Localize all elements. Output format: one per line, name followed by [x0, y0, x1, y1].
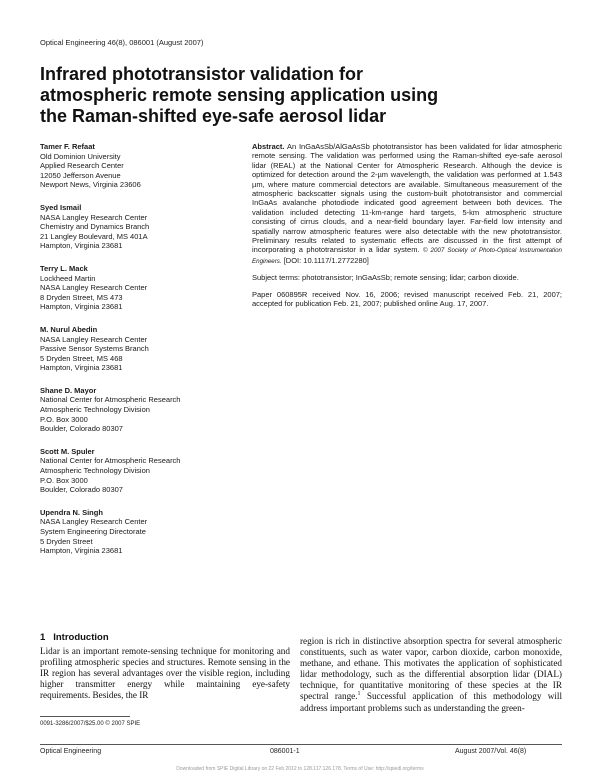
section-number: 1 [40, 632, 46, 643]
author-affiliation-line: Chemistry and Dynamics Branch [40, 222, 150, 232]
section-heading [40, 632, 109, 643]
subject-terms: Subject terms: phototransistor; InGaAsSb; remote sensing; lidar; carbon dioxide. [252, 273, 519, 283]
author-block [40, 203, 245, 251]
intro-right-text-a: region is rich in distinctive absorption spectra for several atmospheric constituents, such as water vapor, carbon dioxide, carbon monoxide, methane, and ethane. This motivates the application of sophisticated lidar methodology, such as the differential absorption lidar (DIAL) technique, for quantitative monitoring of these species at the IR spectral range. [300, 636, 562, 702]
footnote: 0091-3286/2007/$25.00 © 2007 SPIE [40, 721, 141, 727]
abstract-column [252, 142, 562, 316]
author-affiliation-line: NASA Langley Research Center [40, 517, 148, 527]
author-affiliation-line: Boulder, Colorado 80307 [40, 424, 123, 434]
abstract [252, 142, 562, 266]
author-affiliation-line: Hampton, Virginia 23681 [40, 546, 123, 556]
author-affiliation-line: 8 Dryden Street, MS 473 [40, 292, 123, 302]
author-affiliation-line: Atmospheric Technology Division [40, 466, 150, 476]
author-affiliation-line: Atmospheric Technology Division [40, 405, 150, 415]
reference-marker: 1 [357, 691, 361, 698]
author-block [40, 264, 245, 312]
download-note: Downloaded from SPIE Digital Library on 22 Feb 2012 to 128.117.126.178. Terms of Use: http://spiedl.org/terms [176, 766, 424, 772]
author-affiliation-line: NASA Langley Research Center [40, 283, 148, 293]
journal-header: Optical Engineering 46(8), 086001 (August 2007) [40, 38, 204, 47]
author-name: Scott M. Spuler [40, 446, 95, 456]
author-affiliation-line: NASA Langley Research Center [40, 212, 148, 222]
abstract-text: An InGaAsSb/AlGaAsSb phototransistor has been validated for lidar atmospheric remote sensing. The validation was performed using the Raman-shifted eye-safe aerosol lidar (REAL) at the National Center for Atmospheric Research. Although the device is optimized for detection around the 2-µm wavelength, the validation was performed at 1.543 µm, where mature commercial detectors are available. Simultaneous measurement of the atmospheric backscatter signals using the custom-built phototransistor and commercial InGaAs avalanche photodiode indicated good agreement between both devices. The validation included detecting 11-km-range hard targets, 5-km atmospheric structure consisting of cirrus clouds, and a near-field boundary layer. Far-field low intensity and spatially narrow atmospheric features were also detectable with the new phototransistor. Preliminary results related to systematic effects are discussed in the first attempt of incorporating a phototransistor in a lidar system. [252, 142, 562, 255]
author-affiliation-line: National Center for Atmospheric Research [40, 395, 181, 405]
author-affiliation-line: Newport News, Virginia 23606 [40, 180, 141, 190]
author-name: Tamer F. Refaat [40, 142, 95, 151]
title-line-1: Infrared phototransistor validation for [40, 64, 364, 84]
author-affiliation-line: Passive Sensor Systems Branch [40, 344, 149, 354]
author-name: Syed Ismail [40, 202, 82, 212]
section-title: Introduction [53, 632, 109, 643]
author-affiliation-line: P.O. Box 3000 [40, 414, 88, 424]
footer-journal: Optical Engineering [40, 748, 102, 755]
intro-right-column [300, 636, 562, 714]
paper-history: Paper 060895R received Nov. 16, 2006; revised manuscript received Feb. 21, 2007; accepted for publication Feb. 21, 2007; published online Aug. 17, 2007. [252, 289, 562, 309]
author-block [40, 508, 245, 556]
author-affiliation-line: Hampton, Virginia 23681 [40, 363, 123, 373]
author-affiliation-line: System Engineering Directorate [40, 527, 146, 536]
author-affiliation-line: Boulder, Colorado 80307 [40, 485, 123, 495]
author-affiliation-line: Old Dominion University [40, 151, 121, 161]
author-affiliation-line: Hampton, Virginia 23681 [40, 302, 123, 312]
author-affiliation-line: 5 Dryden Street [40, 536, 93, 546]
intro-right-text-b: Successful application of this methodology will address important problems such as understanding the green- [300, 691, 562, 713]
footer-page-number: 086001-1 [270, 748, 300, 755]
author-name: Upendra N. Singh [40, 507, 103, 517]
author-affiliation-line: Applied Research Center [40, 161, 124, 171]
abstract-label: Abstract. [252, 142, 285, 151]
author-block [40, 386, 245, 434]
author-list [40, 142, 245, 569]
author-block [40, 142, 245, 190]
author-affiliation-line: NASA Langley Research Center [40, 334, 148, 344]
author-affiliation-line: 12050 Jefferson Avenue [40, 170, 121, 180]
intro-left-column: Lidar is an important remote-sensing technique for monitoring and profiling atmospheric species and structures. Remote sensing in the IR region has several advantages over the visible region, including higher transmitter energy while maintaining eye-safety requirements. Besides, the IR [40, 646, 290, 701]
author-affiliation-line: 21 Langley Boulevard, MS 401A [40, 231, 148, 241]
author-name: M. Nurul Abedin [40, 324, 98, 334]
footer-rule [40, 744, 562, 745]
author-name: Shane D. Mayor [40, 385, 97, 395]
abstract-doi: [DOI: 10.1117/1.2772280] [283, 255, 369, 265]
author-affiliation-line: National Center for Atmospheric Research [40, 456, 181, 466]
author-affiliation-line: P.O. Box 3000 [40, 475, 88, 485]
author-name: Terry L. Mack [40, 263, 88, 273]
title-line-3: the Raman-shifted eye-safe aerosol lidar [40, 106, 387, 126]
footer-volume: August 2007/Vol. 46(8) [455, 748, 527, 755]
author-block [40, 447, 245, 495]
author-affiliation-line: Hampton, Virginia 23681 [40, 241, 123, 251]
author-block [40, 325, 245, 373]
title-line-2: atmospheric remote sensing application using [40, 85, 439, 105]
paper-title [40, 64, 560, 127]
footnote-rule [40, 716, 130, 717]
author-affiliation-line: 5 Dryden Street, MS 468 [40, 353, 123, 363]
author-affiliation-line: Lockheed Martin [40, 273, 96, 283]
abstract-copyright: © 2007 Society of Photo-Optical Instrumentation Engineers. [252, 247, 562, 265]
